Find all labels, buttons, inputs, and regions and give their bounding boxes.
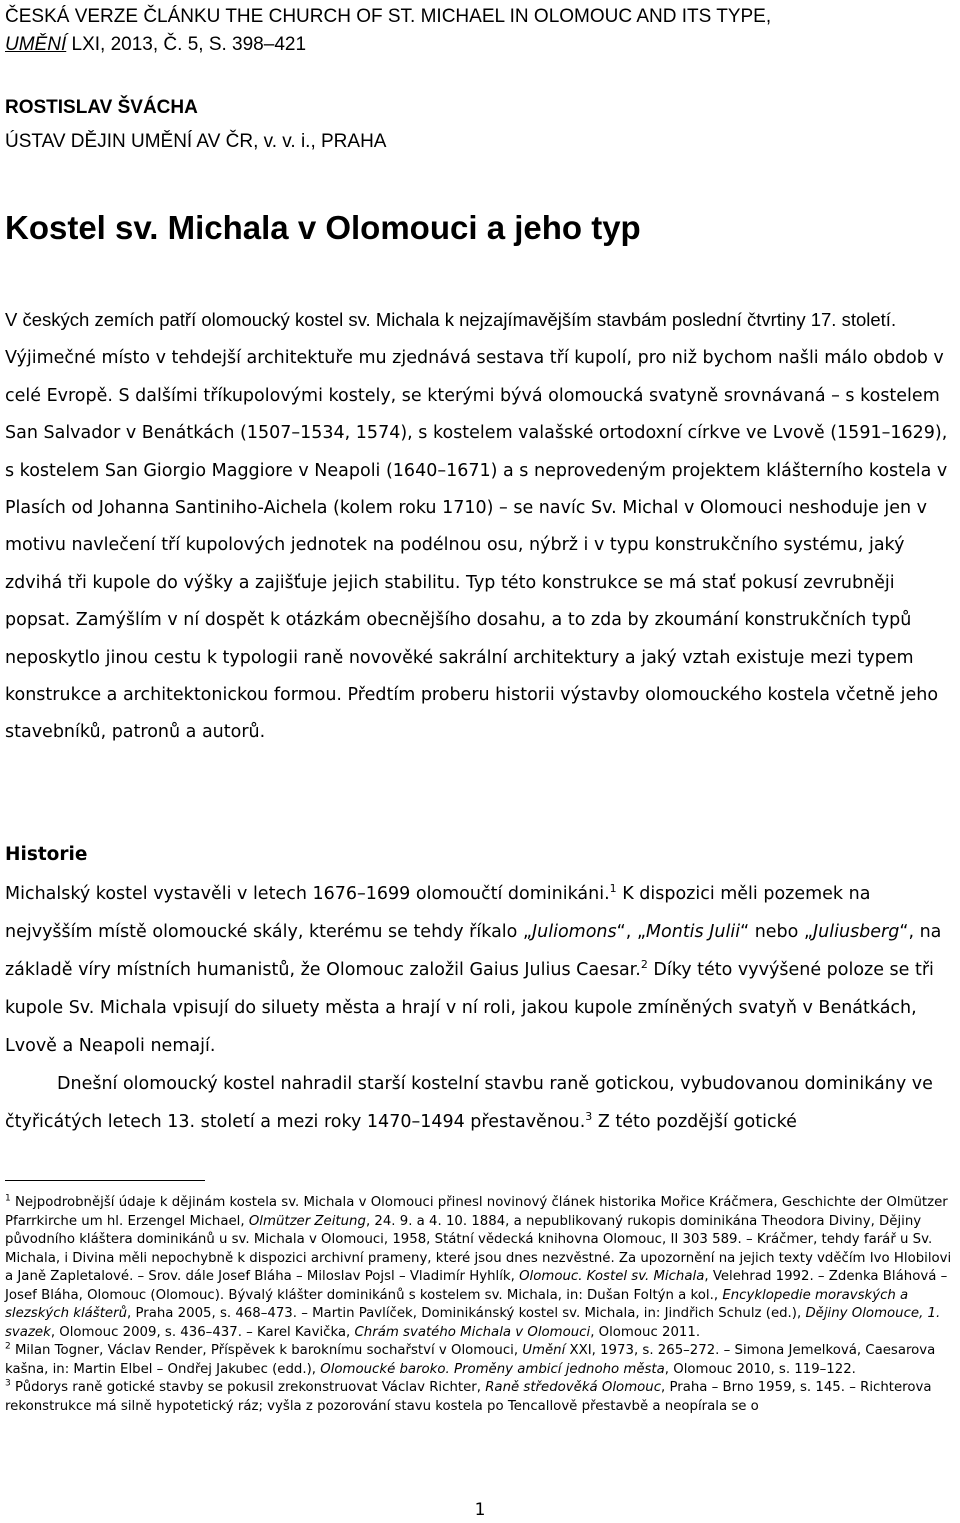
footnote-text: , 24. 9. a 4. 10. 1884, a nepublikovaný rukopis dominikána Theodora Diviny, Dějiny původního kláštera dominikánů u sv. Michala v Olomouci, 1958, Státní vědecká knihovna Olomouc, II 303 589. – Kráčmer, tehdy farář u Sv. Michala, i Divina měli nepochybně k dispozici archivní prameny, které jsou dnes nezvěstné. Za upozornění na jejich texty vděčím Ivo Hlobilovi a Janě Zapletalové. – Srov. dále Josef Bláha – Miloslav Pojsl – Vladimír Hyhlík, xyxy=(5,1213,952,1284)
place-name: Juliusberg xyxy=(813,922,900,942)
journal-issue: LXI, 2013, Č. 5, S. 398–421 xyxy=(66,34,307,55)
footnote-text: , Olomouc 2010, s. 119–122. xyxy=(664,1361,856,1377)
intro-text: Výjimečné místo v tehdejší architektuře mu zjednává sestava tří kupolí, pro niž bychom našli málo obdob v celé Evropě. S dalšími tříkupolovými kostely, se kterými bývá olomoucká svatyně srovnávaná – s kostelem San Salvador v Benátkách (1507–1534, 1574), s kostelem valašské ortodoxní církve ve Lvově (1591–1629), s kostelem San Giorgio Maggiore v Neapoli (1640–1671) a s neprovedeným projektem klášterního kostela v Plasích od Johanna Santiniho-Aichela (kolem roku 1710) – se navíc Sv. Michal v Olomouci neshoduje jen v motivu navlečení tří kupolových jednotek na podélnou osu, nýbrž i v typu konstrukčního systému, jaký zdvihá tři kupole do výšky a zajišťuje jejich stabilitu. Typ této konstrukce se má stať pokusí zevrubněji popsat. Zamýšlím v ní dospět k otázkám obecnějšího dosahu, a to zda by zkoumání konstrukčních typů neposkytlo jinou cestu k typologii raně novověké sakrální architektury a jaký vztah existuje mezi typem konstrukce a architektonickou formou. Předtím proberu historii výstavby olomouckého kostela včetně jeho stavebníků, patronů a autorů. xyxy=(5,348,948,743)
author-institution: ÚSTAV DĚJIN UMĚNÍ AV ČR, v. v. i., PRAHA xyxy=(5,131,387,152)
text-run: “ nebo „ xyxy=(740,922,813,942)
footnote-italic: Umění xyxy=(522,1343,566,1358)
footnotes xyxy=(5,1194,955,1416)
footnote-separator xyxy=(5,1180,205,1181)
footnote-3 xyxy=(5,1379,955,1416)
footnote-1 xyxy=(5,1194,955,1342)
history-paragraph-1 xyxy=(5,875,957,1065)
footnote-text: Půdorys raně gotické stavby se pokusil zrekonstruovat Václav Richter, xyxy=(10,1380,486,1395)
text-run: Z této pozdější gotické xyxy=(592,1112,797,1132)
history-paragraph-2 xyxy=(5,1065,957,1141)
article-title: Kostel sv. Michala v Olomouci a jeho typ xyxy=(5,209,641,246)
footnote-ref-2[interactable]: 2 xyxy=(640,958,648,972)
intro-paragraph xyxy=(5,301,957,752)
text-run: Dnešní olomoucký kostel nahradil starší kostelní stavbu raně gotickou, vybudovanou dominikány ve čtyřicátých letech 13. století a mezi roky 1470–1494 přestavěnou. xyxy=(5,1074,933,1132)
footnote-ref-1[interactable]: 1 xyxy=(609,882,617,896)
footnote-text: , Praha – Brno 1959, s. 145. – Richterova rekonstrukce má silně hypotetický ráz; vyšla z pozorování stavu kostela po Tencallově přestavbě a neopírala se o xyxy=(5,1380,932,1414)
place-name: Montis Julii xyxy=(645,922,741,942)
footnote-text: Milan Togner, Václav Render, Příspěvek k baroknímu sochařství v Olomouci, xyxy=(10,1343,523,1358)
footnote-italic: Chrám svatého Michala v Olomouci xyxy=(354,1324,591,1340)
footnote-italic: Raně středověká Olomouc xyxy=(485,1380,662,1395)
footnote-italic: Encyklopedie moravských a slezských klášterů xyxy=(5,1287,909,1321)
footnote-text: , Olomouc 2009, s. 436–437. – Karel Kavička, xyxy=(50,1324,355,1340)
text-run: “, na základě víry místních humanistů, že Olomouc založil Gaius Julius Caesar. xyxy=(5,922,942,980)
header-line-1: ČESKÁ VERZE ČLÁNKU THE CHURCH OF ST. MICHAEL IN OLOMOUC AND ITS TYPE, xyxy=(5,6,772,27)
journal-name: UMĚNÍ xyxy=(5,34,67,55)
header-line-2 xyxy=(5,34,306,56)
footnote-number: 1 xyxy=(5,1193,11,1204)
footnote-italic: Olomoucké baroko. Proměny ambicí jednoho města xyxy=(320,1361,665,1377)
page-number: 1 xyxy=(474,1500,486,1520)
footnote-text: XXI, 1973, s. 265–272. – Simona Jemelková, Caesarova kašna, in: Martin Elbel – Ondřej Jakubec (edd.), xyxy=(5,1343,936,1377)
text-run: Michalský kostel vystavěli v letech 1676–1699 olomoučtí dominikáni. xyxy=(5,884,610,904)
footnote-text: , Olomouc 2011. xyxy=(590,1324,701,1340)
section-heading: Historie xyxy=(5,844,88,865)
footnote-text: , Velehrad 1992. – Zdenka Bláhová – Josef Bláha, Olomouc (Olomouc). Bývalý klášter dominikánů s kostelem sv. Michala, in: Dušan Foltýn a kol., xyxy=(5,1269,948,1303)
footnote-number: 2 xyxy=(5,1341,11,1352)
footnote-text: , Praha 2005, s. 468–473. – Martin Pavlíček, Dominikánský kostel sv. Michala, in: Jindřich Schulz (ed.), xyxy=(127,1306,806,1321)
footnote-italic: Dějiny Olomouce, 1. svazek xyxy=(5,1306,941,1340)
footnote-2 xyxy=(5,1342,955,1379)
author-name: ROSTISLAV ŠVÁCHA xyxy=(5,97,198,118)
footnote-number: 3 xyxy=(5,1378,11,1389)
footnote-text: Nejpodrobnější údaje k dějinám kostela sv. Michala v Olomouci přinesl novinový článek historika Mořice Kráčmera, Geschichte der Olmützer Pfarrkirche um hl. Erzengel Michael, xyxy=(5,1195,948,1229)
place-name: Juliomons xyxy=(532,922,617,942)
intro-lead: V českých zemích patří olomoucký kostel sv. Michala k nejzajímavějším stavbám poslední čtvrtiny 17. století. xyxy=(5,309,897,330)
text-run: “, „ xyxy=(616,922,646,942)
footnote-ref-3[interactable]: 3 xyxy=(585,1110,593,1124)
text-run: Díky této vyvýšené poloze se tři kupole Sv. Michala vpisují do siluety města a hrají v ní roli, jakou kupole zmíněných svatyň v Benátkách, Lvově a Neapoli nemají. xyxy=(5,960,934,1056)
text-run: K dispozici měli pozemek na nejvyšším místě olomoucké skály, kterému se tehdy říkalo „ xyxy=(5,884,871,942)
footnote-italic: Olomouc. Kostel sv. Michala xyxy=(519,1269,705,1284)
footnote-italic: Olmützer Zeitung xyxy=(248,1213,366,1229)
